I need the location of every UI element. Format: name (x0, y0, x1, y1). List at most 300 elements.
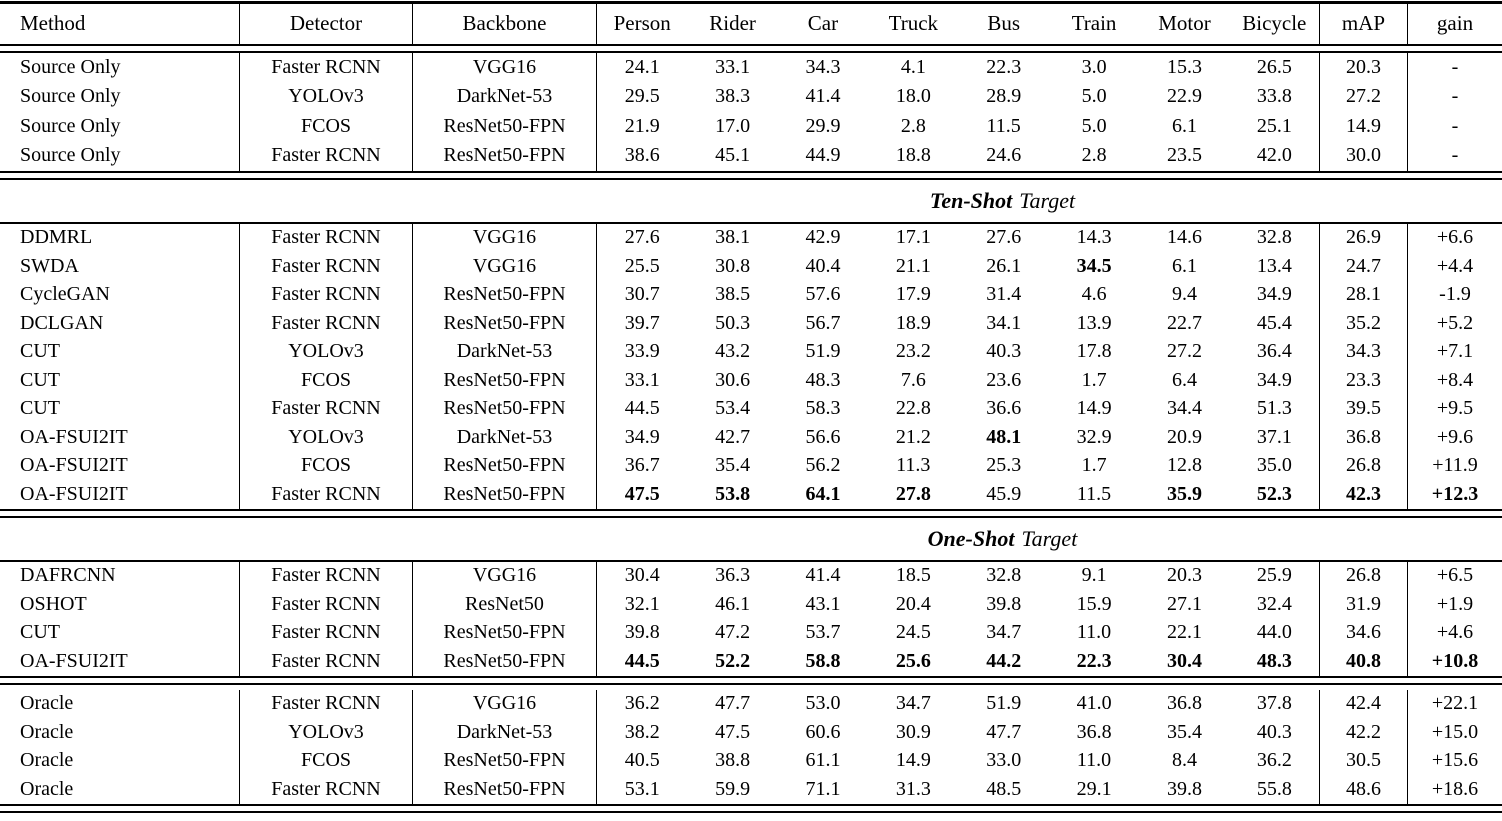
cell-car: 48.3 (805, 368, 841, 391)
cell-method: OA-FSUI2IT (0, 647, 240, 676)
cell-motor: 15.3 (1166, 55, 1202, 78)
cell-bus: 51.9 (986, 692, 1022, 715)
cell-method: OA-FSUI2IT (0, 452, 240, 481)
cell-rider: 47.7 (715, 692, 751, 715)
cell-train: 14.3 (1076, 226, 1112, 249)
cell-gain: +7.1 (1436, 340, 1474, 363)
cell-rider: 47.5 (715, 720, 751, 743)
cell-gain: - (1451, 114, 1459, 137)
cell-backbone: ResNet50-FPN (413, 309, 597, 338)
cell-person: 39.8 (624, 621, 660, 644)
cell-car: 51.9 (805, 340, 841, 363)
cell-motor: 27.1 (1166, 592, 1202, 615)
cell-train: 3.0 (1081, 55, 1107, 78)
cell-train: 13.9 (1076, 311, 1112, 334)
cell-rider: 33.1 (715, 55, 751, 78)
ten-shot-band-label (597, 188, 1408, 214)
cell-detector: FCOS (240, 366, 413, 395)
cell-bus: 39.8 (986, 592, 1022, 615)
col-header-bus: Bus (987, 11, 1021, 35)
cell-rider: 52.2 (715, 649, 751, 672)
cell-train: 5.0 (1081, 114, 1107, 137)
table-row (0, 112, 1502, 142)
cell-rider: 38.5 (715, 283, 751, 306)
cell-detector: YOLOv3 (240, 82, 413, 112)
cell-car: 56.2 (805, 454, 841, 477)
one-shot-band (0, 518, 1502, 560)
cell-detector: Faster RCNN (240, 53, 413, 83)
cell-motor: 12.8 (1166, 454, 1202, 477)
cell-truck: 7.6 (900, 368, 926, 391)
cell-backbone: ResNet50-FPN (413, 281, 597, 310)
one-shot-band-label (597, 526, 1408, 552)
table-row (0, 775, 1502, 804)
cell-car: 44.9 (805, 144, 841, 167)
cell-person: 30.7 (624, 283, 660, 306)
table-row (0, 309, 1502, 338)
cell-car: 61.1 (805, 749, 841, 772)
col-header-truck: Truck (888, 11, 939, 35)
cell-motor: 39.8 (1166, 777, 1202, 800)
table-row (0, 423, 1502, 452)
table-row (0, 480, 1502, 509)
cell-method: CUT (0, 366, 240, 395)
cell-detector: YOLOv3 (240, 423, 413, 452)
cell-motor: 22.7 (1166, 311, 1202, 334)
cell-bicycle: 36.2 (1230, 747, 1320, 776)
cell-method: Oracle (0, 775, 240, 804)
bottom-rule (0, 804, 1502, 813)
cell-truck: 30.9 (895, 720, 931, 743)
cell-car: 56.7 (805, 311, 841, 334)
cell-train: 34.5 (1076, 254, 1112, 277)
cell-bus: 34.1 (986, 311, 1022, 334)
cell-detector: Faster RCNN (240, 395, 413, 424)
cell-detector: Faster RCNN (240, 224, 413, 253)
cell-backbone: ResNet50-FPN (413, 366, 597, 395)
cell-map: 28.1 (1320, 281, 1408, 310)
cell-bicycle: 40.3 (1230, 718, 1320, 747)
ten-shot-band (0, 180, 1502, 222)
cell-rider: 36.3 (715, 564, 751, 587)
cell-rider: 17.0 (715, 114, 751, 137)
cell-truck: 23.2 (895, 340, 931, 363)
cell-map: 42.2 (1320, 718, 1408, 747)
cell-bicycle: 34.9 (1230, 366, 1320, 395)
cell-bicycle: 33.8 (1230, 82, 1320, 112)
section-ten-shot (0, 224, 1502, 509)
cell-detector: Faster RCNN (240, 647, 413, 676)
cell-bus: 34.7 (986, 621, 1022, 644)
cell-gain: +4.4 (1436, 254, 1474, 277)
cell-train: 14.9 (1076, 397, 1112, 420)
cell-motor: 14.6 (1166, 226, 1202, 249)
cell-bicycle: 45.4 (1230, 309, 1320, 338)
cell-map: 23.3 (1320, 366, 1408, 395)
cell-train: 1.7 (1081, 368, 1107, 391)
cell-truck: 4.1 (900, 55, 926, 78)
cell-rider: 35.4 (715, 454, 751, 477)
cell-motor: 6.1 (1171, 114, 1197, 137)
ten-shot-divider-rule (0, 509, 1502, 518)
cell-train: 11.0 (1076, 749, 1112, 772)
cell-map: 27.2 (1320, 82, 1408, 112)
cell-person: 36.2 (624, 692, 660, 715)
cell-rider: 53.8 (715, 482, 751, 505)
table-row (0, 619, 1502, 648)
cell-person: 27.6 (624, 226, 660, 249)
cell-gain: +6.6 (1436, 226, 1474, 249)
cell-method: Oracle (0, 718, 240, 747)
cell-backbone: ResNet50-FPN (413, 619, 597, 648)
col-header-method: Method (0, 4, 240, 44)
cell-detector: FCOS (240, 112, 413, 142)
cell-detector: YOLOv3 (240, 338, 413, 367)
cell-detector: FCOS (240, 747, 413, 776)
cell-method: CUT (0, 619, 240, 648)
cell-bus: 24.6 (986, 144, 1022, 167)
cell-backbone: ResNet50-FPN (413, 452, 597, 481)
cell-motor: 9.4 (1171, 283, 1197, 306)
cell-rider: 47.2 (715, 621, 751, 644)
cell-truck: 24.5 (895, 621, 931, 644)
table-row (0, 53, 1502, 83)
cell-gain: +12.3 (1431, 482, 1479, 505)
cell-car: 34.3 (805, 55, 841, 78)
table-header-row (0, 4, 1502, 44)
cell-backbone: VGG16 (413, 252, 597, 281)
cell-map: 48.6 (1320, 775, 1408, 804)
cell-person: 33.1 (624, 368, 660, 391)
cell-rider: 53.4 (715, 397, 751, 420)
cell-truck: 18.5 (895, 564, 931, 587)
cell-motor: 35.4 (1166, 720, 1202, 743)
cell-method: DDMRL (0, 224, 240, 253)
cell-bus: 26.1 (986, 254, 1022, 277)
table-row (0, 590, 1502, 619)
cell-method: OA-FSUI2IT (0, 480, 240, 509)
cell-rider: 42.7 (715, 425, 751, 448)
cell-method: Source Only (0, 53, 240, 83)
cell-backbone: ResNet50-FPN (413, 395, 597, 424)
cell-motor: 22.9 (1166, 85, 1202, 108)
cell-detector: YOLOv3 (240, 718, 413, 747)
section-one-shot (0, 562, 1502, 676)
cell-map: 26.9 (1320, 224, 1408, 253)
table-row (0, 452, 1502, 481)
cell-rider: 59.9 (715, 777, 751, 800)
cell-car: 56.6 (805, 425, 841, 448)
cell-bicycle: 25.1 (1230, 112, 1320, 142)
cell-person: 21.9 (624, 114, 660, 137)
cell-gain: +9.5 (1436, 397, 1474, 420)
cell-person: 44.5 (624, 649, 660, 672)
cell-bus: 28.9 (986, 85, 1022, 108)
cell-car: 71.1 (805, 777, 841, 800)
band-label-rest: Target (1021, 525, 1078, 551)
col-header-car: Car (807, 11, 839, 35)
cell-truck: 11.3 (896, 454, 931, 477)
cell-rider: 46.1 (715, 592, 751, 615)
cell-backbone: ResNet50-FPN (413, 480, 597, 509)
cell-detector: Faster RCNN (240, 141, 413, 171)
col-header-train: Train (1071, 11, 1117, 35)
cell-bicycle: 37.1 (1230, 423, 1320, 452)
cell-truck: 17.9 (895, 283, 931, 306)
cell-train: 11.5 (1076, 482, 1112, 505)
cell-motor: 23.5 (1166, 144, 1202, 167)
cell-map: 26.8 (1320, 562, 1408, 591)
cell-map: 20.3 (1320, 53, 1408, 83)
cell-bicycle: 26.5 (1230, 53, 1320, 83)
cell-gain: +6.5 (1436, 564, 1474, 587)
cell-train: 11.0 (1076, 621, 1112, 644)
cell-gain: -1.9 (1439, 283, 1471, 306)
cell-motor: 20.9 (1166, 425, 1202, 448)
cell-truck: 27.8 (895, 482, 931, 505)
cell-detector: Faster RCNN (240, 480, 413, 509)
col-header-backbone: Backbone (413, 4, 597, 44)
cell-truck: 17.1 (895, 226, 931, 249)
table-row (0, 562, 1502, 591)
cell-bicycle: 37.8 (1230, 690, 1320, 719)
cell-train: 17.8 (1076, 340, 1112, 363)
cell-person: 32.1 (624, 592, 660, 615)
cell-map: 34.3 (1320, 338, 1408, 367)
cell-truck: 14.9 (895, 749, 931, 772)
cell-bus: 23.6 (986, 368, 1022, 391)
cell-method: CycleGAN (0, 281, 240, 310)
band-label-emphasis: Ten-Shot (929, 187, 1013, 213)
cell-bus: 47.7 (986, 720, 1022, 743)
cell-rider: 45.1 (715, 144, 751, 167)
cell-person: 47.5 (624, 482, 660, 505)
cell-detector: Faster RCNN (240, 619, 413, 648)
cell-backbone: VGG16 (413, 690, 597, 719)
cell-truck: 21.1 (895, 254, 931, 277)
cell-map: 24.7 (1320, 252, 1408, 281)
table-row (0, 141, 1502, 171)
cell-person: 53.1 (624, 777, 660, 800)
cell-detector: Faster RCNN (240, 562, 413, 591)
band-label-emphasis: One-Shot (927, 525, 1015, 551)
cell-bicycle: 42.0 (1230, 141, 1320, 171)
cell-train: 15.9 (1076, 592, 1112, 615)
cell-bus: 27.6 (986, 226, 1022, 249)
cell-backbone: VGG16 (413, 53, 597, 83)
cell-motor: 22.1 (1166, 621, 1202, 644)
cell-bus: 11.5 (986, 114, 1021, 137)
table-row (0, 252, 1502, 281)
cell-method: OSHOT (0, 590, 240, 619)
cell-method: DAFRCNN (0, 562, 240, 591)
cell-backbone: DarkNet-53 (413, 718, 597, 747)
cell-rider: 43.2 (715, 340, 751, 363)
cell-backbone: ResNet50-FPN (413, 112, 597, 142)
cell-bicycle: 52.3 (1230, 480, 1320, 509)
table-row (0, 82, 1502, 112)
cell-detector: Faster RCNN (240, 281, 413, 310)
cell-motor: 20.3 (1166, 564, 1202, 587)
cell-person: 38.2 (624, 720, 660, 743)
cell-motor: 35.9 (1166, 482, 1202, 505)
cell-bicycle: 32.8 (1230, 224, 1320, 253)
cell-detector: FCOS (240, 452, 413, 481)
cell-person: 25.5 (624, 254, 660, 277)
cell-rider: 30.8 (715, 254, 751, 277)
table-row (0, 224, 1502, 253)
cell-gain: +8.4 (1436, 368, 1474, 391)
col-header-gain: gain (1436, 11, 1474, 35)
cell-backbone: DarkNet-53 (413, 82, 597, 112)
cell-car: 53.0 (805, 692, 841, 715)
cell-backbone: DarkNet-53 (413, 423, 597, 452)
cell-backbone: ResNet50-FPN (413, 775, 597, 804)
cell-bus: 44.2 (986, 649, 1022, 672)
cell-rider: 38.8 (715, 749, 751, 772)
cell-map: 42.3 (1320, 480, 1408, 509)
cell-bus: 48.1 (986, 425, 1022, 448)
cell-backbone: VGG16 (413, 224, 597, 253)
cell-method: DCLGAN (0, 309, 240, 338)
cell-truck: 21.2 (895, 425, 931, 448)
table-row (0, 281, 1502, 310)
cell-bus: 25.3 (986, 454, 1022, 477)
table-row (0, 718, 1502, 747)
cell-car: 64.1 (805, 482, 841, 505)
table-row (0, 647, 1502, 676)
table-row (0, 690, 1502, 719)
cell-bicycle: 32.4 (1230, 590, 1320, 619)
col-header-map: mAP (1320, 4, 1408, 44)
cell-detector: Faster RCNN (240, 309, 413, 338)
cell-method: Oracle (0, 690, 240, 719)
col-header-rider: Rider (709, 11, 756, 35)
table-row (0, 366, 1502, 395)
cell-person: 24.1 (624, 55, 660, 78)
cell-backbone: DarkNet-53 (413, 338, 597, 367)
cell-map: 34.6 (1320, 619, 1408, 648)
cell-train: 2.8 (1081, 144, 1107, 167)
cell-person: 40.5 (624, 749, 660, 772)
cell-truck: 34.7 (895, 692, 931, 715)
cell-method: Source Only (0, 82, 240, 112)
section-source-only (0, 53, 1502, 171)
cell-motor: 27.2 (1166, 340, 1202, 363)
cell-bicycle: 35.0 (1230, 452, 1320, 481)
cell-detector: Faster RCNN (240, 252, 413, 281)
cell-backbone: ResNet50 (413, 590, 597, 619)
cell-bicycle: 51.3 (1230, 395, 1320, 424)
section-oracle (0, 685, 1502, 804)
cell-motor: 34.4 (1166, 397, 1202, 420)
cell-bicycle: 13.4 (1230, 252, 1320, 281)
cell-gain: +15.0 (1431, 720, 1479, 743)
source-divider-rule (0, 171, 1502, 180)
cell-gain: - (1451, 55, 1459, 78)
cell-method: Source Only (0, 141, 240, 171)
cell-car: 29.9 (805, 114, 841, 137)
cell-backbone: ResNet50-FPN (413, 141, 597, 171)
cell-person: 33.9 (624, 340, 660, 363)
cell-truck: 2.8 (900, 114, 926, 137)
cell-gain: +15.6 (1431, 749, 1479, 772)
cell-map: 35.2 (1320, 309, 1408, 338)
cell-motor: 6.1 (1171, 254, 1197, 277)
cell-car: 40.4 (805, 254, 841, 277)
cell-map: 14.9 (1320, 112, 1408, 142)
table-row (0, 338, 1502, 367)
cell-backbone: VGG16 (413, 562, 597, 591)
cell-motor: 6.4 (1171, 368, 1197, 391)
cell-method: SWDA (0, 252, 240, 281)
cell-truck: 22.8 (895, 397, 931, 420)
cell-train: 22.3 (1076, 649, 1112, 672)
cell-map: 31.9 (1320, 590, 1408, 619)
cell-bus: 48.5 (986, 777, 1022, 800)
cell-person: 38.6 (624, 144, 660, 167)
cell-car: 57.6 (805, 283, 841, 306)
cell-map: 42.4 (1320, 690, 1408, 719)
cell-rider: 38.3 (715, 85, 751, 108)
col-header-person: Person (613, 11, 671, 35)
cell-method: CUT (0, 395, 240, 424)
one-shot-divider-rule (0, 676, 1502, 685)
cell-motor: 36.8 (1166, 692, 1202, 715)
cell-gain: +1.9 (1436, 592, 1474, 615)
cell-car: 58.3 (805, 397, 841, 420)
cell-map: 40.8 (1320, 647, 1408, 676)
cell-car: 58.8 (805, 649, 841, 672)
cell-car: 41.4 (805, 85, 841, 108)
header-divider-rule (0, 44, 1502, 53)
cell-bicycle: 55.8 (1230, 775, 1320, 804)
cell-bus: 31.4 (986, 283, 1022, 306)
cell-backbone: ResNet50-FPN (413, 647, 597, 676)
cell-car: 43.1 (805, 592, 841, 615)
cell-bicycle: 34.9 (1230, 281, 1320, 310)
col-header-detector: Detector (240, 4, 413, 44)
table-row (0, 395, 1502, 424)
cell-truck: 18.0 (895, 85, 931, 108)
cell-gain: - (1451, 144, 1459, 167)
col-header-motor: Motor (1158, 11, 1211, 35)
cell-train: 1.7 (1081, 454, 1107, 477)
cell-rider: 30.6 (715, 368, 751, 391)
cell-gain: +4.6 (1436, 621, 1474, 644)
cell-car: 41.4 (805, 564, 841, 587)
cell-bus: 33.0 (986, 749, 1022, 772)
cell-gain: +11.9 (1432, 454, 1478, 477)
cell-person: 29.5 (624, 85, 660, 108)
cell-person: 39.7 (624, 311, 660, 334)
cell-rider: 38.1 (715, 226, 751, 249)
cell-gain: +9.6 (1436, 425, 1474, 448)
cell-method: Oracle (0, 747, 240, 776)
cell-car: 42.9 (805, 226, 841, 249)
cell-truck: 31.3 (895, 777, 931, 800)
cell-train: 29.1 (1076, 777, 1112, 800)
cell-bicycle: 48.3 (1230, 647, 1320, 676)
cell-train: 36.8 (1076, 720, 1112, 743)
cell-train: 5.0 (1081, 85, 1107, 108)
cell-train: 32.9 (1076, 425, 1112, 448)
cell-method: OA-FSUI2IT (0, 423, 240, 452)
cell-detector: Faster RCNN (240, 590, 413, 619)
cell-train: 4.6 (1081, 283, 1107, 306)
cell-detector: Faster RCNN (240, 690, 413, 719)
col-header-bicycle: Bicycle (1230, 4, 1320, 44)
